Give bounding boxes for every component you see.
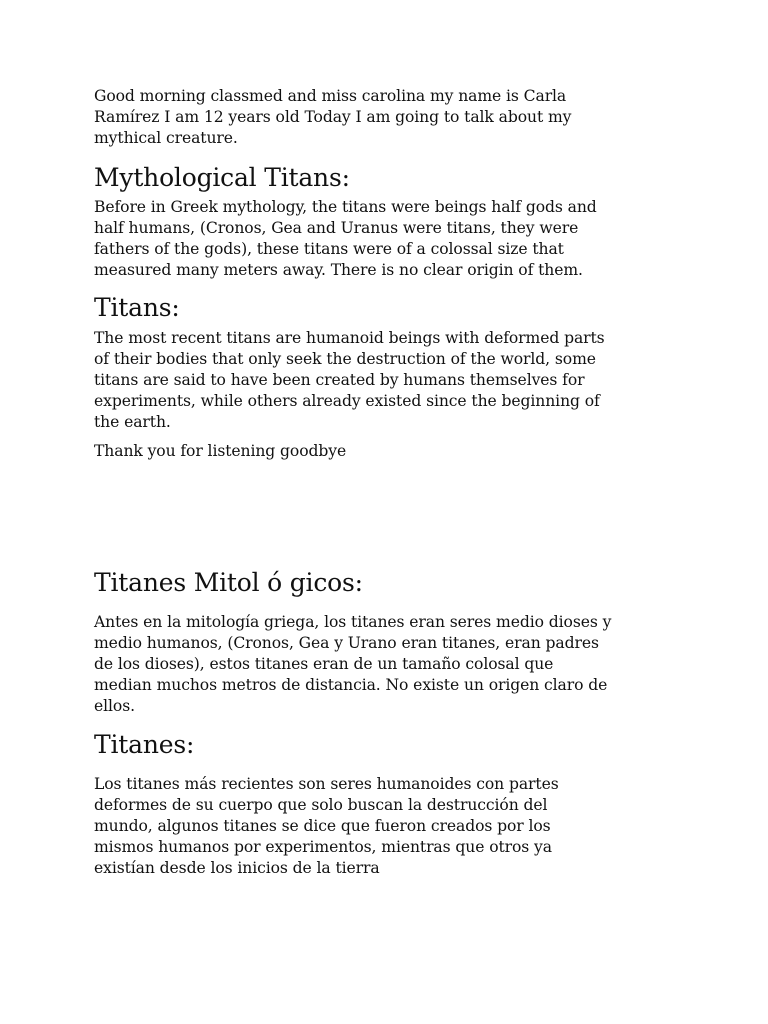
intro-paragraph: Good morning classmed and miss carolina my name is Carla Ramírez I am 12 years old Today I am going to talk about my mythical creature. [94,87,572,147]
closing-line: Thank you for listening goodbye [94,442,347,460]
heading-titanes: Titanes: [94,730,195,759]
paragraph-titans: The most recent titans are humanoid beings with deformed parts of their bodies that only seek the destruction of the world, some titans are said to have been created by humans themselves for experiments, while others already existed since the beginning of the earth. [94,329,605,431]
heading-titanes-mitologicos: Titanes Mitol ó gicos: [94,568,363,597]
heading-mythological-titans: Mythological Titans: [94,163,350,192]
paragraph-titanes: Los titanes más recientes son seres humanoides con partes deformes de su cuerpo que solo buscan la destrucción del mundo, algunos titanes se dice que fueron creados por los mismos humanos por experimentos, mientras que otros ya existían desde los inicios de la tierra [94,775,559,877]
paragraph-mythological-titans: Before in Greek mythology, the titans were beings half gods and half humans, (Cronos, Gea and Uranus were titans, they were fathers of the gods), these titans were of a colossal size that measured many meters away. There is no clear origin of them. [94,198,597,279]
heading-titans: Titans: [94,293,180,322]
paragraph-titanes-mitologicos: Antes en la mitología griega, los titanes eran seres medio dioses y medio humanos, (Cronos, Gea y Urano eran titanes, eran padres de los dioses), estos titanes eran de un tamaño colosal que median muchos metros de distancia. No existe un origen claro de ellos. [94,613,612,715]
